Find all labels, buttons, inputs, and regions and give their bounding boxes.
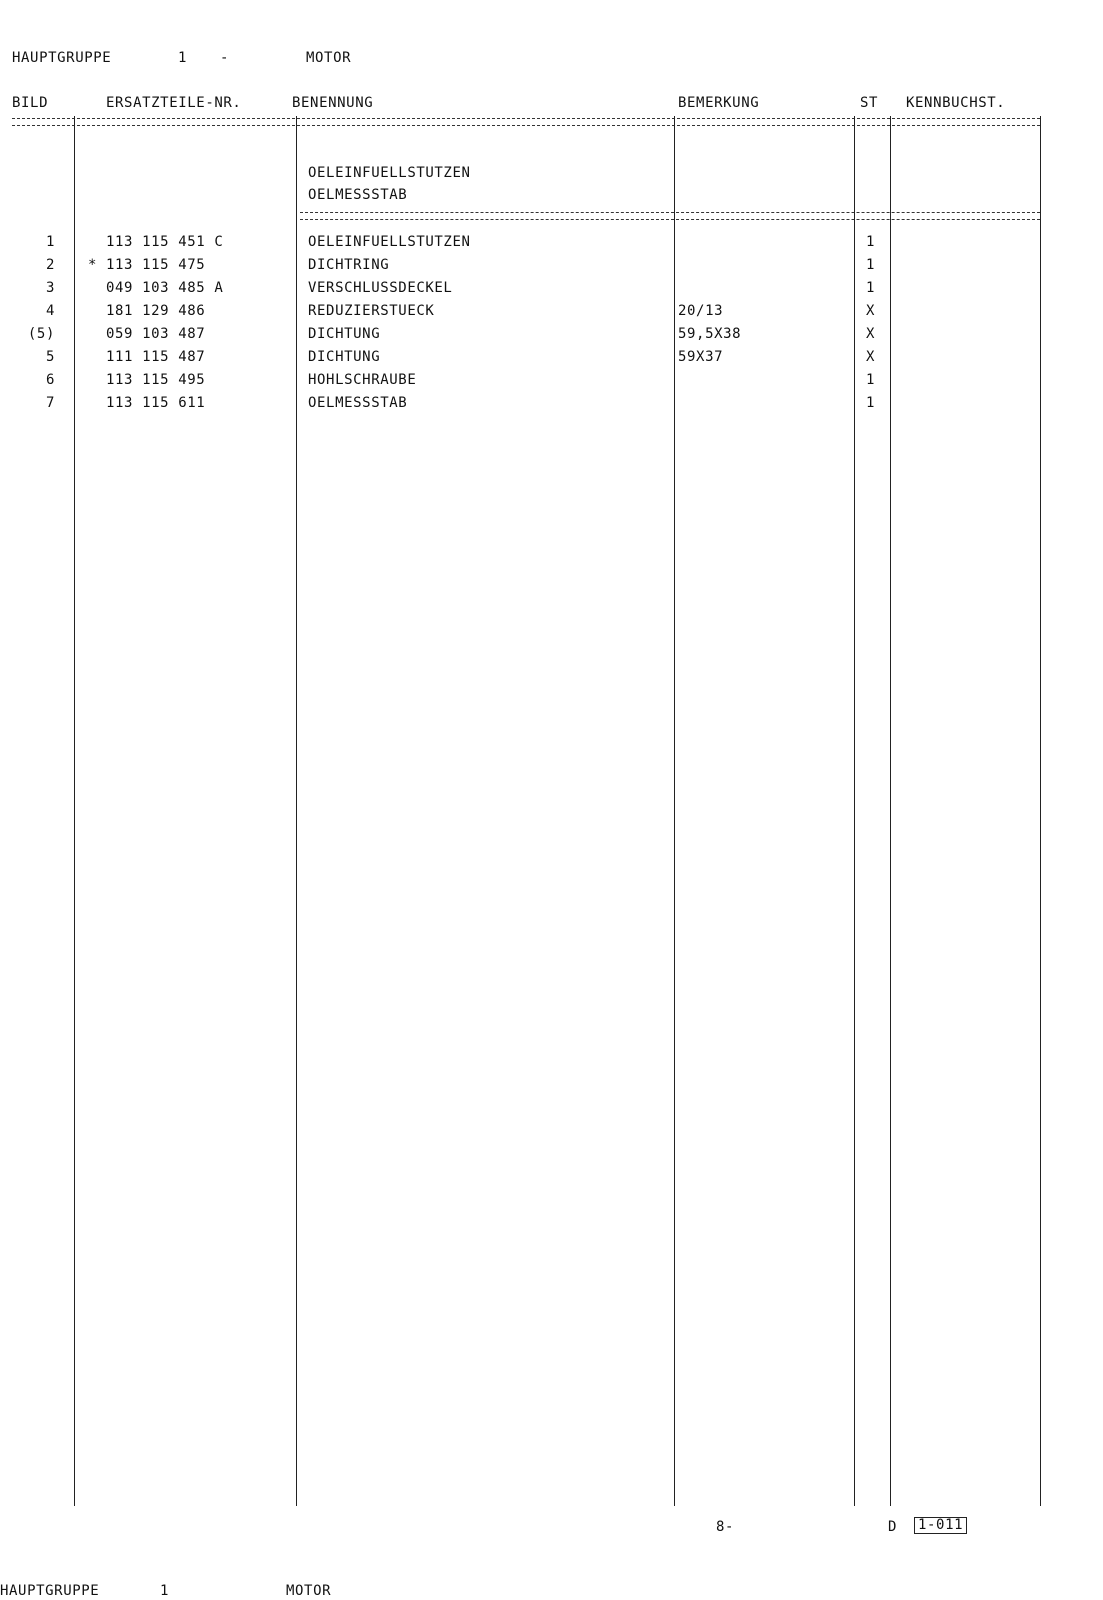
qty-cell: 1 bbox=[866, 234, 876, 250]
table-row bbox=[0, 254, 1103, 277]
col-header-qty: ST bbox=[860, 95, 879, 111]
header-group-dash: - bbox=[220, 50, 230, 66]
part-no-cell: 111 115 487 bbox=[106, 349, 206, 365]
bild-cell: 2 bbox=[45, 257, 55, 273]
qty-cell: 1 bbox=[866, 395, 876, 411]
col-header-name: BENENNUNG bbox=[292, 95, 374, 111]
bild-cell: 1 bbox=[45, 234, 55, 250]
table-row bbox=[0, 277, 1103, 300]
remark-cell: 59,5X38 bbox=[678, 326, 742, 342]
name-cell: DICHTUNG bbox=[308, 349, 381, 365]
table-row bbox=[0, 231, 1103, 254]
table-row bbox=[0, 346, 1103, 369]
bild-cell: (5) bbox=[27, 326, 55, 342]
next-group-name: MOTOR bbox=[286, 1583, 332, 1599]
part-no-cell: 113 115 451 C bbox=[106, 234, 224, 250]
next-group-number: 1 bbox=[160, 1583, 170, 1599]
name-cell: OELEINFUELLSTUTZEN bbox=[308, 234, 471, 250]
col-header-part-no: ERSATZTEILE-NR. bbox=[106, 95, 242, 111]
qty-cell: X bbox=[866, 349, 876, 365]
header-group-label: HAUPTGRUPPE bbox=[12, 50, 112, 66]
bild-cell: 5 bbox=[45, 349, 55, 365]
part-no-cell: 113 115 475 bbox=[106, 257, 206, 273]
mark-cell: * bbox=[88, 257, 98, 273]
qty-cell: 1 bbox=[866, 257, 876, 273]
section-title: OELEINFUELLSTUTZEN bbox=[308, 165, 471, 181]
table-row bbox=[0, 300, 1103, 323]
header-group-name: MOTOR bbox=[306, 50, 352, 66]
col-header-bild: BILD bbox=[12, 95, 49, 111]
qty-cell: 1 bbox=[866, 372, 876, 388]
name-cell: HOHLSCHRAUBE bbox=[308, 372, 417, 388]
remark-cell: 59X37 bbox=[678, 349, 724, 365]
name-cell: OELMESSSTAB bbox=[308, 395, 408, 411]
header-group-number: 1 bbox=[178, 50, 188, 66]
bild-cell: 7 bbox=[45, 395, 55, 411]
bild-cell: 6 bbox=[45, 372, 55, 388]
page-code: 1-011 bbox=[914, 1517, 967, 1534]
section-separator bbox=[300, 212, 1040, 220]
name-cell: VERSCHLUSSDECKEL bbox=[308, 280, 453, 296]
col-header-remark: BEMERKUNG bbox=[678, 95, 760, 111]
bild-cell: 3 bbox=[45, 280, 55, 296]
part-no-cell: 181 129 486 bbox=[106, 303, 206, 319]
country-code: D bbox=[888, 1519, 898, 1535]
name-cell: DICHTRING bbox=[308, 257, 390, 273]
qty-cell: X bbox=[866, 303, 876, 319]
table-row bbox=[0, 323, 1103, 346]
part-no-cell: 113 115 495 bbox=[106, 372, 206, 388]
col-header-code: KENNBUCHST. bbox=[906, 95, 1006, 111]
name-cell: REDUZIERSTUECK bbox=[308, 303, 435, 319]
part-no-cell: 113 115 611 bbox=[106, 395, 206, 411]
qty-cell: X bbox=[866, 326, 876, 342]
bild-cell: 4 bbox=[45, 303, 55, 319]
header-separator bbox=[12, 118, 1040, 126]
page-number: 8- bbox=[716, 1519, 735, 1535]
table-row bbox=[0, 392, 1103, 415]
name-cell: DICHTUNG bbox=[308, 326, 381, 342]
table-row bbox=[0, 369, 1103, 392]
part-no-cell: 049 103 485 A bbox=[106, 280, 224, 296]
remark-cell: 20/13 bbox=[678, 303, 724, 319]
section-title: OELMESSSTAB bbox=[308, 187, 408, 203]
qty-cell: 1 bbox=[866, 280, 876, 296]
next-group-label: HAUPTGRUPPE bbox=[0, 1583, 100, 1599]
part-no-cell: 059 103 487 bbox=[106, 326, 206, 342]
page-code-box bbox=[914, 1517, 967, 1534]
